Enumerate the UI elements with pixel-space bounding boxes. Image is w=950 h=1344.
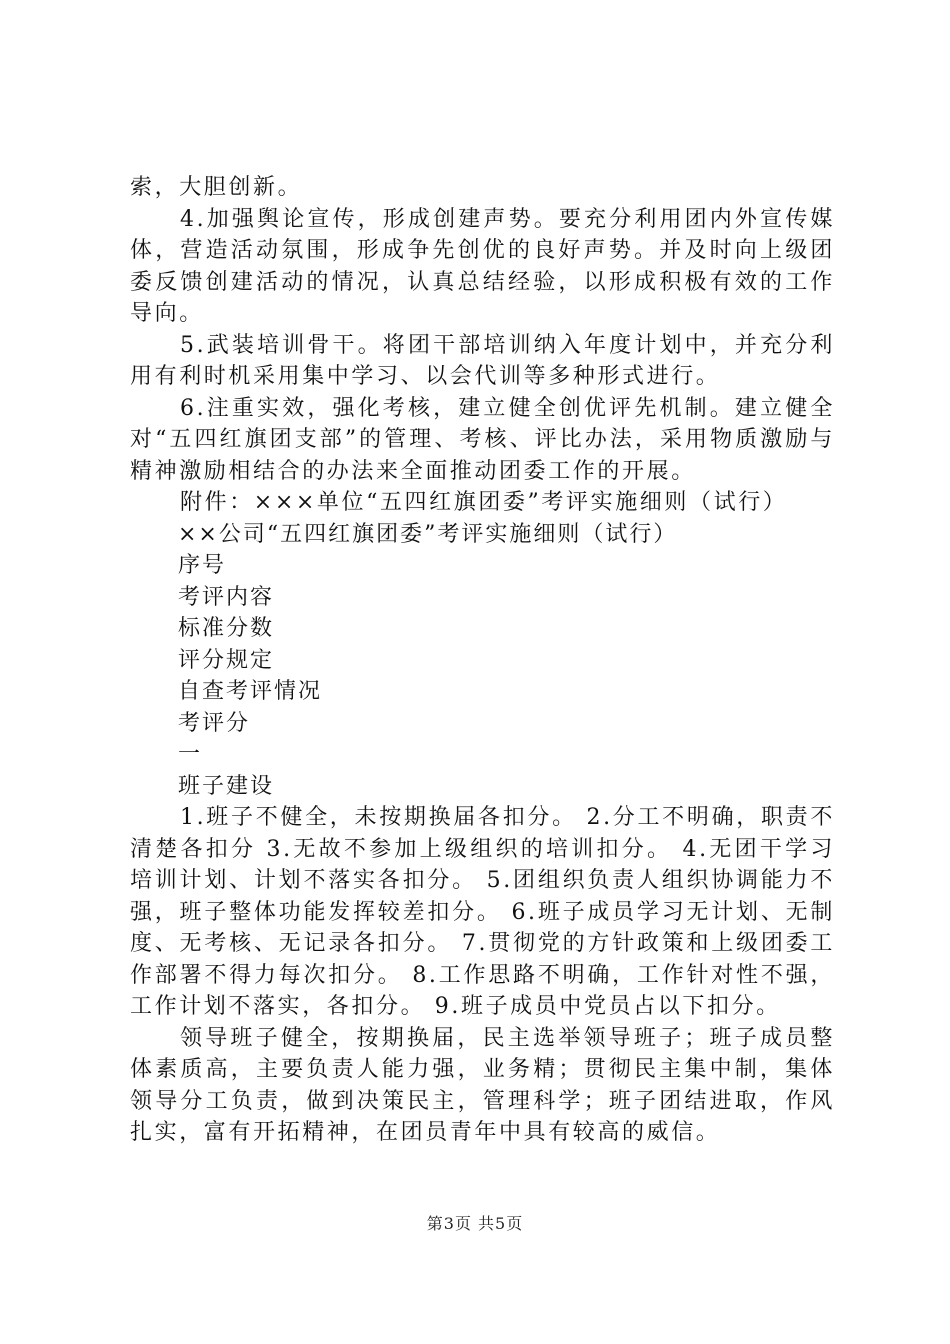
page-footer: 第3页 共5页: [426, 1214, 524, 1233]
paragraph-item-4: 4.加强舆论宣传，形成创建声势。要充分利用团内外宣传媒体，营造活动氛围，形成争先创优的良好声势。并及时向上级团委反馈创建活动的情况，认真总结经验，以形成积极有效的工作导向。: [130, 206, 835, 326]
table-header-score: 考评分: [178, 710, 251, 736]
table-header-index: 序号: [178, 553, 227, 578]
paragraph-continuation: 索，大胆创新。: [130, 175, 303, 200]
document-body: [130, 172, 835, 1149]
paragraph-item-6: 6.注重实效，强化考核，建立健全创优评先机制。建立健全对“五四红旗团支部”的管理、考核、评比办法，采用物质激励与精神激励相结合的办法来全面推动团委工作的开展。: [130, 395, 835, 484]
attachment-note: 附件：×××单位“五四红旗团委”考评实施细则（试行）: [180, 490, 788, 515]
table-row-content: 班子建设: [178, 773, 275, 799]
table-row-number: 一: [178, 742, 203, 767]
standard-text: 领导班子健全，按期换届，民主选举领导班子；班子成员整体素质高，主要负责人能力强，业务精；贯彻民主集中制，集体领导分工负责，做到决策民主，管理科学；班子团结进取，作风扎实，富有开拓精神，在团员青年中具有较高的威信。: [130, 1025, 835, 1145]
table-header-self-check: 自查考评情况: [178, 679, 323, 704]
table-title: ××公司“五四红旗团委”考评实施细则（试行）: [178, 521, 678, 547]
table-header-content: 考评内容: [178, 584, 275, 610]
table-header-scoring-rules: 评分规定: [178, 647, 275, 673]
paragraph-item-5: 5.武装培训骨干。将团干部培训纳入年度计划中，并充分利用有利时机采用集中学习、以会代训等多种形式进行。: [130, 332, 835, 389]
table-header-standard-score: 标准分数: [178, 616, 275, 641]
scoring-rules-text: 1.班子不健全，未按期换届各扣分。 2.分工不明确，职责不清楚各扣分 3.无故不参加上级组织的培训扣分。 4.无团干学习培训计划、计划不落实各扣分。 5.团组织负责人组织协调能力不强，班子整体功能发挥较差扣分。 6.班子成员学习无计划、无制度、无考核、无记录各扣分。 7.贯彻党的方针政策和上级团委工作部署不得力每次扣分。 8.工作思路不明确，工作针对性不强，工作计划不落实，各扣分。 9.班子成员中党员占以下扣分。: [130, 805, 835, 1019]
